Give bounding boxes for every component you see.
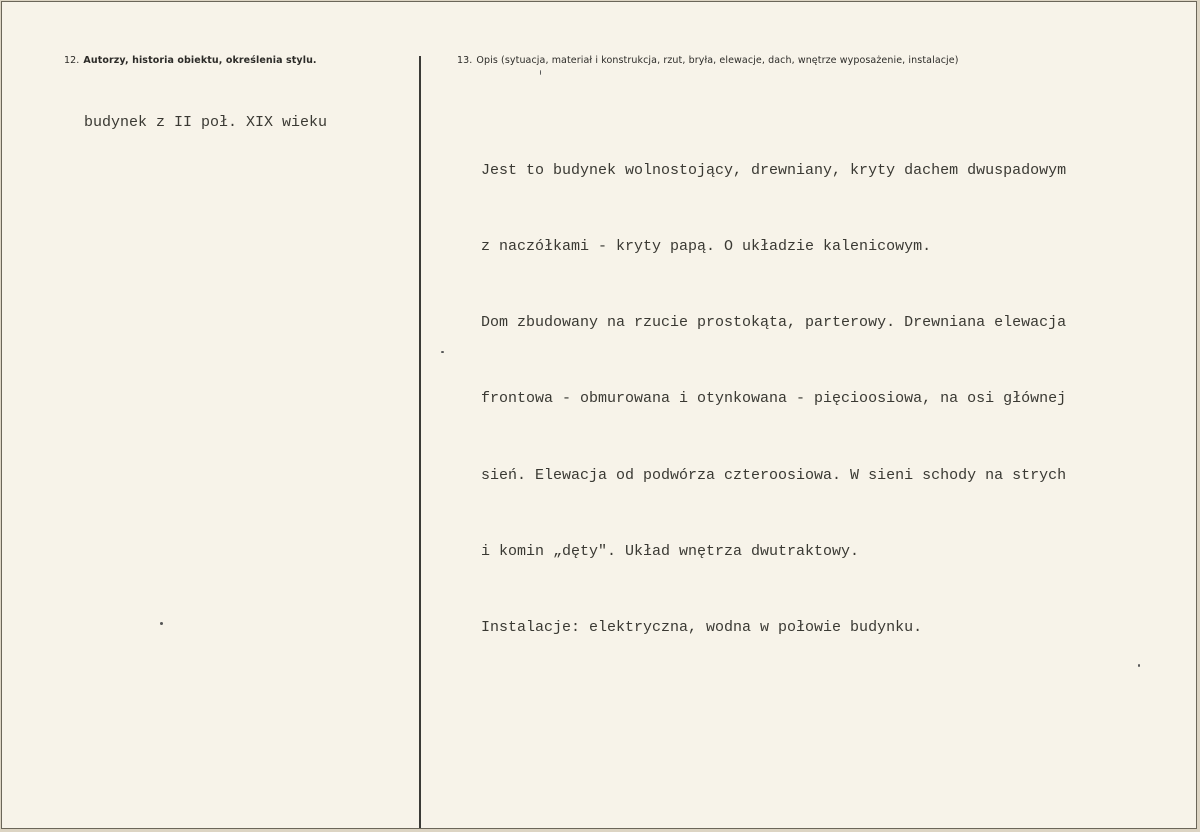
description-line: Dom zbudowany na rzucie prostokąta, parterowy. Drewniana elewacja <box>481 314 1067 332</box>
paper-speck <box>160 622 163 625</box>
field-13-label-text: Opis (sytuacja, materiał i konstrukcja, rzut, bryła, elewacje, dach, wnętrze wyposażenie, instalacje) <box>476 55 959 66</box>
field-13-label <box>457 55 959 66</box>
field-12-number: 12. <box>64 55 80 66</box>
paper-speck <box>1138 664 1140 667</box>
description-line: i komin „dęty". Układ wnętrza dwutraktowy. <box>481 542 860 560</box>
field-12-label-text: Autorzy, historia obiektu, określenia stylu. <box>83 55 317 66</box>
field-12-label <box>64 55 317 66</box>
inventory-card <box>1 1 1197 829</box>
description-line: Instalacje: elektryczna, wodna w połowie budynku. <box>481 619 923 637</box>
description-line: sień. Elewacja od podwórza czteroosiowa. W sieni schody na strych <box>481 466 1067 484</box>
description-line: z naczółkami - kryty papą. O układzie kalenicowym. <box>481 238 932 256</box>
column-divider <box>419 56 421 828</box>
paper-speck <box>441 351 444 353</box>
field-12-value: budynek z II poł. XIX wieku <box>84 114 328 131</box>
description-line: frontowa - obmurowana i otynkowana - pięcioosiowa, na osi głównej <box>481 390 1067 408</box>
field-13-number: 13. <box>457 55 473 66</box>
field-13-description <box>481 107 1066 691</box>
description-line: Jest to budynek wolnostojący, drewniany, kryty dachem dwuspadowym <box>481 161 1067 179</box>
paper-speck <box>540 70 541 75</box>
